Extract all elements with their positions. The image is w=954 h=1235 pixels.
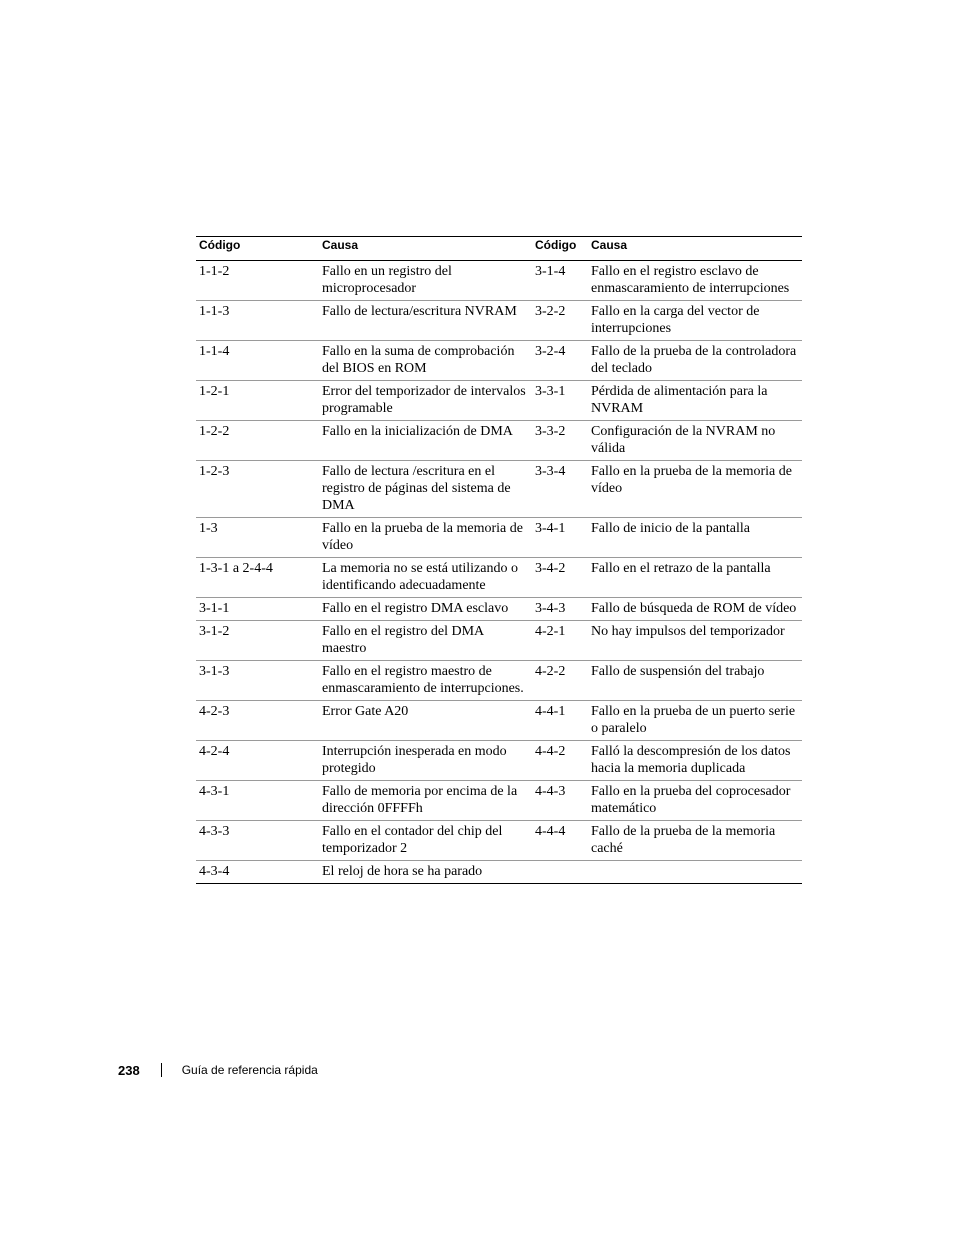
code-cell: 4-2-2 bbox=[532, 661, 588, 701]
code-cell: 4-3-4 bbox=[199, 864, 230, 879]
table-row bbox=[196, 661, 802, 701]
code-cell: 1-2-3 bbox=[196, 461, 319, 518]
table-row bbox=[196, 781, 802, 821]
cause-cell bbox=[588, 861, 802, 884]
code-cell: 1-2-1 bbox=[196, 381, 319, 421]
cause-cell: Fallo en la prueba del coprocesador matemático bbox=[588, 781, 802, 821]
code-cell: 3-3-4 bbox=[532, 461, 588, 518]
cause-cell: Fallo en la inicialización de DMA bbox=[319, 421, 532, 461]
table-row bbox=[196, 301, 802, 341]
cause-cell: Fallo en la carga del vector de interrupciones bbox=[588, 301, 802, 341]
beep-code-table bbox=[196, 236, 802, 884]
table-header-row bbox=[196, 237, 802, 261]
cause-cell: Fallo de suspensión del trabajo bbox=[588, 661, 802, 701]
cause-cell: Fallo en el retrazo de la pantalla bbox=[588, 558, 802, 598]
cause-cell: Fallo de la prueba de la memoria caché bbox=[588, 821, 802, 861]
code-cell: 4-2-1 bbox=[532, 621, 588, 661]
code-cell: 1-1-2 bbox=[196, 261, 319, 301]
code-cell: 1-2-2 bbox=[196, 421, 319, 461]
code-cell: 3-3-1 bbox=[532, 381, 588, 421]
header-code-1: Código bbox=[196, 237, 319, 261]
code-cell: 3-4-3 bbox=[532, 598, 588, 621]
code-cell: 3-2-4 bbox=[532, 341, 588, 381]
code-cell: 4-3-3 bbox=[196, 821, 319, 861]
table-row bbox=[196, 821, 802, 861]
code-cell: 1-1-3 bbox=[196, 301, 319, 341]
cause-cell: La memoria no se está utilizando o identificando adecuadamente bbox=[319, 558, 532, 598]
footer-title: Guía de referencia rápida bbox=[181, 1063, 318, 1077]
code-cell: 3-1-2 bbox=[196, 621, 319, 661]
cause-cell: Error del temporizador de intervalos programable bbox=[319, 381, 532, 421]
table-row bbox=[196, 341, 802, 381]
code-cell: 4-2-4 bbox=[196, 741, 319, 781]
header-cause-1: Causa bbox=[319, 237, 532, 261]
cause-cell: Fallo en el registro DMA esclavo bbox=[319, 598, 532, 621]
code-cell: 3-2-2 bbox=[532, 301, 588, 341]
cause-cell: Fallo de memoria por encima de la dirección 0FFFFh bbox=[319, 781, 532, 821]
cause-cell: Fallo en el registro maestro de enmascaramiento de interrupciones. bbox=[319, 661, 532, 701]
cause-cell: Falló la descompresión de los datos hacia la memoria duplicada bbox=[588, 741, 802, 781]
cause-cell: Fallo en la prueba de un puerto serie o paralelo bbox=[588, 701, 802, 741]
table-row bbox=[196, 701, 802, 741]
table-row bbox=[196, 421, 802, 461]
code-cell: 1-1-4 bbox=[196, 341, 319, 381]
cause-cell: Configuración de la NVRAM no válida bbox=[588, 421, 802, 461]
cause-cell: Pérdida de alimentación para la NVRAM bbox=[588, 381, 802, 421]
table-row bbox=[196, 741, 802, 781]
code-cell: 4-2-3 bbox=[196, 701, 319, 741]
header-cause-2: Causa bbox=[588, 237, 802, 261]
table-row bbox=[196, 461, 802, 518]
table-row bbox=[196, 621, 802, 661]
page-footer bbox=[118, 1062, 318, 1078]
code-cell: 3-1-4 bbox=[532, 261, 588, 301]
cause-cell: Fallo en el registro esclavo de enmascaramiento de interrupciones bbox=[588, 261, 802, 301]
code-cell: 3-1-1 bbox=[196, 598, 319, 621]
cause-cell: Fallo en la prueba de la memoria de vídeo bbox=[588, 461, 802, 518]
table-row bbox=[196, 861, 802, 884]
footer-separator bbox=[161, 1063, 162, 1077]
table-row bbox=[196, 518, 802, 558]
code-cell: 1-3 bbox=[196, 518, 319, 558]
cause-cell: Fallo en el registro del DMA maestro bbox=[319, 621, 532, 661]
cause-cell: Fallo de lectura/escritura NVRAM bbox=[319, 301, 532, 341]
code-cell: 4-4-4 bbox=[532, 821, 588, 861]
table-body bbox=[196, 261, 802, 884]
code-cell: 3-3-2 bbox=[532, 421, 588, 461]
table-row bbox=[196, 558, 802, 598]
table-row bbox=[196, 261, 802, 301]
cause-cell: El reloj de hora se ha parado bbox=[322, 864, 483, 879]
code-cell: 3-4-2 bbox=[532, 558, 588, 598]
cause-cell: Interrupción inesperada en modo protegido bbox=[319, 741, 532, 781]
code-cell: 4-4-1 bbox=[532, 701, 588, 741]
cause-cell: Fallo en la suma de comprobación del BIOS en ROM bbox=[319, 341, 532, 381]
code-cell: 4-4-2 bbox=[532, 741, 588, 781]
cause-cell: Fallo en el contador del chip del temporizador 2 bbox=[319, 821, 532, 861]
cause-cell: Fallo de búsqueda de ROM de vídeo bbox=[588, 598, 802, 621]
cause-cell: Fallo de la prueba de la controladora del teclado bbox=[588, 341, 802, 381]
cause-cell: No hay impulsos del temporizador bbox=[588, 621, 802, 661]
cause-cell: Fallo en la prueba de la memoria de vídeo bbox=[319, 518, 532, 558]
table-row bbox=[196, 381, 802, 421]
code-cell: 3-4-1 bbox=[532, 518, 588, 558]
code-cell: 1-3-1 a 2-4-4 bbox=[196, 558, 319, 598]
cause-cell: Fallo de inicio de la pantalla bbox=[588, 518, 802, 558]
code-cell: 3-1-3 bbox=[196, 661, 319, 701]
cause-cell: Error Gate A20 bbox=[319, 701, 532, 741]
cause-cell: Fallo de lectura /escritura en el registro de páginas del sistema de DMA bbox=[319, 461, 532, 518]
page-number: 238 bbox=[118, 1062, 140, 1078]
table-row bbox=[196, 598, 802, 621]
code-cell: 4-4-3 bbox=[532, 781, 588, 821]
code-cell bbox=[532, 861, 588, 884]
code-cell: 4-3-1 bbox=[196, 781, 319, 821]
header-code-2: Código bbox=[532, 237, 588, 261]
cause-cell: Fallo en un registro del microprocesador bbox=[319, 261, 532, 301]
